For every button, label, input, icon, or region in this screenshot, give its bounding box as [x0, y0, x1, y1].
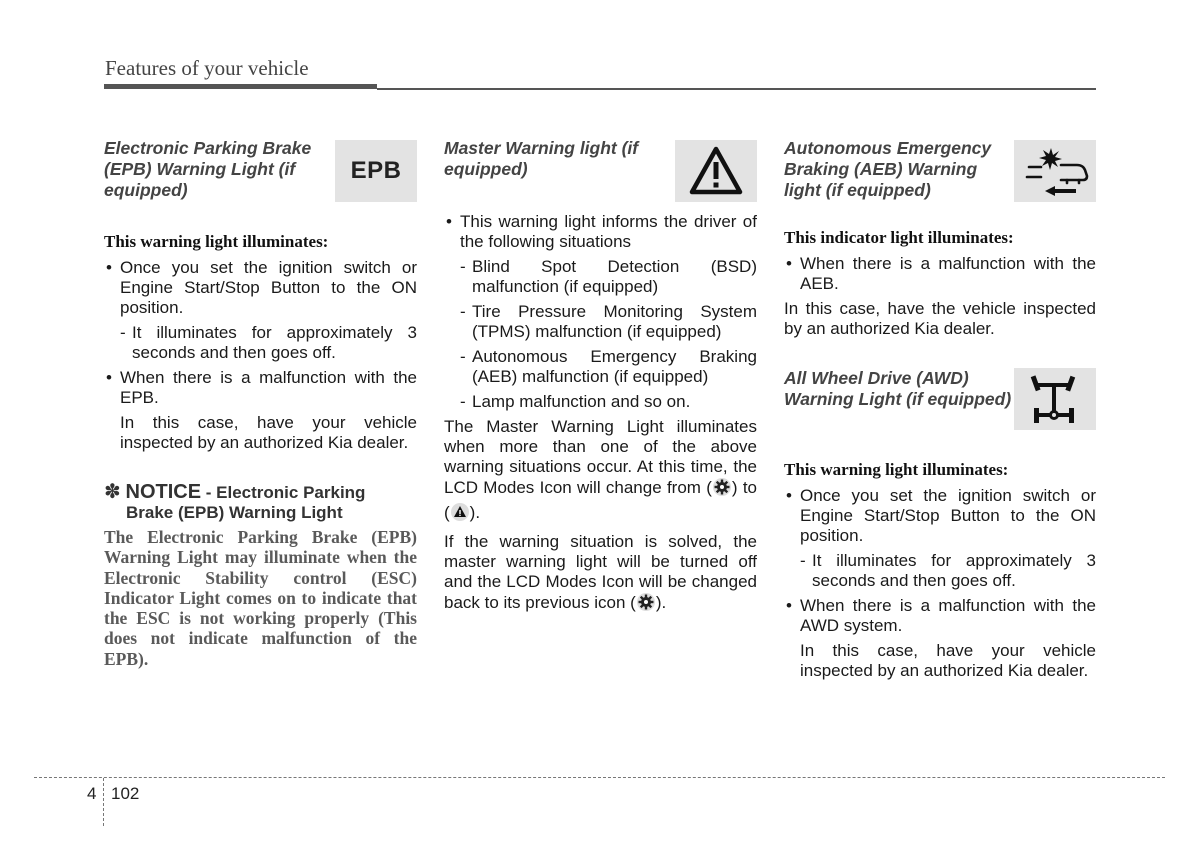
aeb-section-title: Autonomous Emergency Braking (AEB) Warning light (if equipped)	[784, 138, 992, 200]
master-paragraph-solved: If the warning situation is solved, the master warning light will be turned off and the LCD Modes Icon will be changed back to its previous icon ( ).	[444, 532, 757, 617]
master-section-title: Master Warning light (if equipped)	[444, 138, 639, 179]
epb-bullet-ignition: • Once you set the ignition switch or Engine Start/Stop Button to the ON position.	[104, 258, 417, 318]
awd-sub-duration: - It illuminates for approximately 3 seconds and then goes off.	[784, 551, 1096, 591]
gear-icon	[712, 477, 732, 502]
master-sub-bsd: - Blind Spot Detection (BSD) malfunction (if equipped)	[444, 257, 757, 297]
chapter-number: 4	[87, 784, 97, 803]
header-rule-thick	[104, 84, 377, 89]
column-master-warning	[444, 138, 757, 622]
master-section-header	[444, 138, 757, 202]
warning-triangle-small-icon	[450, 502, 470, 527]
gear-icon	[636, 592, 656, 617]
awd-bullet-ignition: • Once you set the ignition switch or Engine Start/Stop Button to the ON position.	[784, 486, 1096, 546]
page-section-title: Features of your vehicle	[105, 56, 309, 80]
page-number: 102	[111, 784, 140, 803]
footer-divider	[103, 778, 104, 826]
notice-box	[104, 482, 417, 669]
aeb-inspection-note: In this case, have the vehicle inspected by an authorized Kia dealer.	[784, 299, 1096, 338]
master-sub-lamp: - Lamp malfunction and so on.	[444, 392, 757, 412]
epb-illuminates-label: This warning light illuminates:	[104, 232, 329, 251]
notice-word: NOTICE	[125, 481, 202, 503]
notice-title: - Electronic Parking	[201, 483, 366, 502]
awd-drivetrain-icon	[1014, 368, 1096, 430]
epb-inspection-note: In this case, have your vehicle inspected by an authorized Kia dealer.	[120, 413, 417, 452]
awd-section-header	[784, 368, 1096, 432]
master-paragraph-illuminates: The Master Warning Light illuminates when more than one of the above warning situations occur. At this time, the LCD Modes Icon will change from ( ) to ( ).	[444, 417, 757, 527]
awd-bullet-malfunction: • When there is a malfunction with the AWD system.	[784, 596, 1096, 636]
epb-icon-label: EPB	[350, 157, 402, 184]
notice-symbol-icon: ✽	[104, 481, 121, 503]
notice-title-line2: Brake (EPB) Warning Light	[126, 503, 343, 522]
awd-illuminates-label: This warning light illuminates:	[784, 460, 1009, 479]
warning-triangle-icon	[675, 140, 757, 202]
header-rule	[377, 88, 1096, 90]
aeb-collision-icon	[1014, 140, 1096, 202]
epb-bullet-malfunction: • When there is a malfunction with the EPB.	[104, 368, 417, 408]
column-aeb-awd	[784, 138, 1096, 686]
epb-section-header	[104, 138, 417, 202]
epb-sub-duration: - It illuminates for approximately 3 seconds and then goes off.	[104, 323, 417, 363]
master-sub-tpms: - Tire Pressure Monitoring System (TPMS) malfunction (if equipped)	[444, 302, 757, 342]
column-epb	[104, 138, 417, 669]
aeb-illuminates-label: This indicator light illuminates:	[784, 228, 1014, 247]
epb-section-title: Electronic Parking Brake (EPB) Warning Light (if equipped)	[104, 138, 312, 200]
notice-text: The Electronic Parking Brake (EPB) Warning Light may illuminate when the Electronic Stability control (ESC) Indicator Light comes on to indicate that the ESC is not working properly (This does not indicate malfunction of the EPB).	[104, 527, 417, 669]
footer-rule	[34, 777, 1165, 778]
master-sub-aeb: - Autonomous Emergency Braking (AEB) malfunction (if equipped)	[444, 347, 757, 387]
master-bullet-informs: • This warning light informs the driver of the following situations	[444, 212, 757, 252]
aeb-section-header	[784, 138, 1096, 202]
epb-icon	[335, 140, 417, 202]
awd-section-title: All Wheel Drive (AWD) Warning Light (if equipped)	[784, 368, 1012, 409]
awd-inspection-note: In this case, have your vehicle inspected by an authorized Kia dealer.	[800, 641, 1096, 680]
notice-heading	[104, 482, 417, 503]
aeb-bullet-malfunction: • When there is a malfunction with the AEB.	[784, 254, 1096, 294]
